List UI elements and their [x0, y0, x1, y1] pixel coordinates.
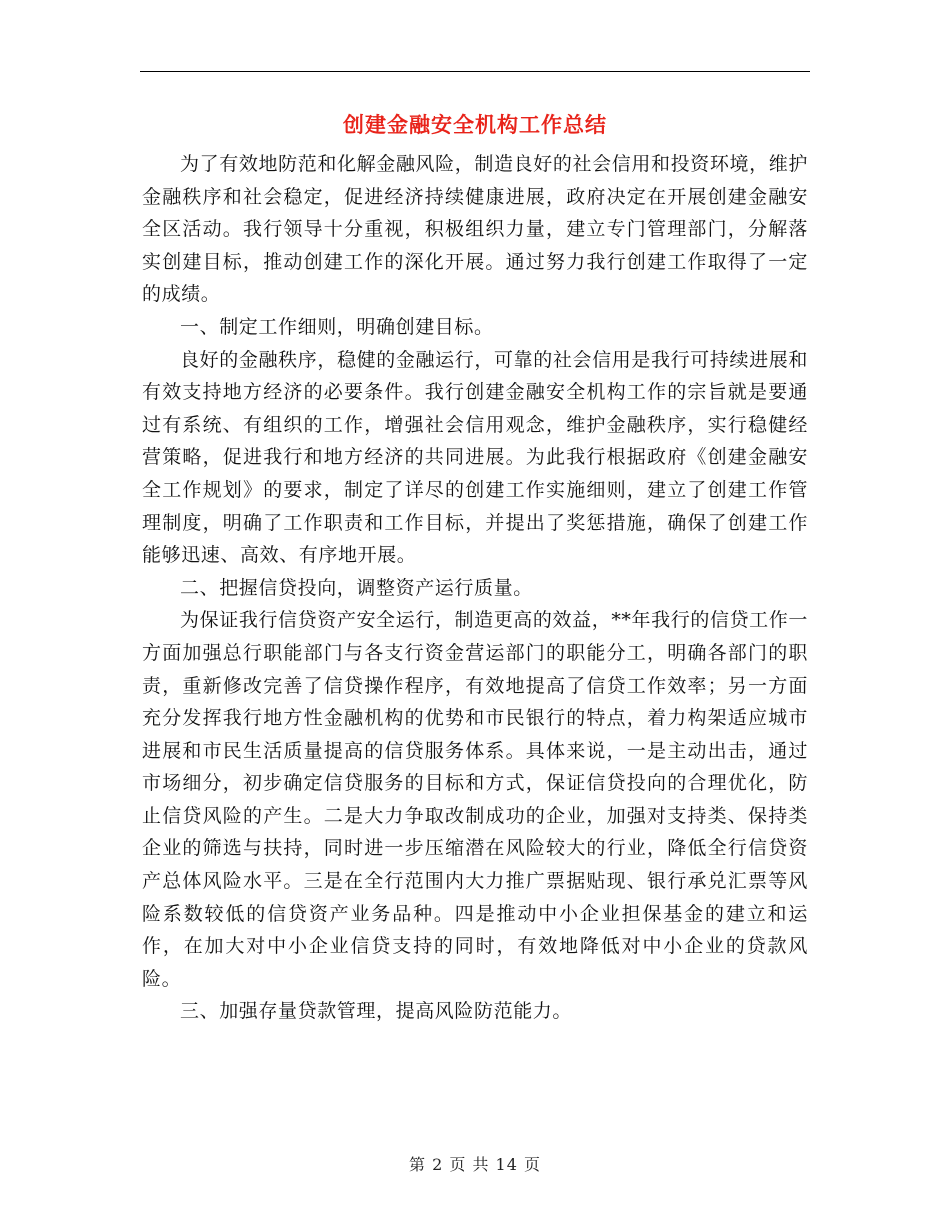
- section-heading-2: 二、把握信贷投向，调整资产运行质量。: [180, 576, 533, 599]
- document-title: 创建金融安全机构工作总结: [343, 112, 607, 137]
- section-heading-3: 三、加强存量贷款管理，提高风险防范能力。: [180, 1000, 573, 1023]
- header-rule: [140, 71, 810, 72]
- document-body: [142, 148, 808, 1028]
- paragraph-section-1: 良好的金融秩序，稳健的金融运行，可靠的社会信用是我行可持续进展和有效支持地方经济的必要条件。我行创建金融安全机构工作的宗旨就是要通过有系统、有组织的工作，增强社会信用观念，维护金融秩序，实行稳健经营策略，促进我行和地方经济的共同进展。为此我行根据政府《创建金融安全工作规划》的要求，制定了详尽的创建工作实施细则，建立了创建工作管理制度，明确了工作职责和工作目标，并提出了奖惩措施，确保了创建工作能够迅速、高效、有序地开展。: [142, 348, 808, 567]
- section-heading-1: 一、制定工作细则，明确创建目标。: [180, 315, 494, 338]
- page-number-footer: 第 2 页 共 14 页: [409, 1155, 541, 1174]
- paragraph-section-2: 为保证我行信贷资产安全运行，制造更高的效益，**年我行的信贷工作一方面加强总行职能部门与各支行资金营运部门的职能分工，明确各部门的职责，重新修改完善了信贷操作程序，有效地提高了信贷工作效率；另一方面充分发挥我行地方性金融机构的优势和市民银行的特点，着力构架适应城市进展和市民生活质量提高的信贷服务体系。具体来说，一是主动出击，通过市场细分，初步确定信贷服务的目标和方式，保证信贷投向的合理优化，防止信贷风险的产生。二是大力争取改制成功的企业，加强对支持类、保持类企业的筛选与扶持，同时进一步压缩潜在风险较大的行业，降低全行信贷资产总体风险水平。三是在全行范围内大力推广票据贴现、银行承兑汇票等风险系数较低的信贷资产业务品种。四是推动中小企业担保基金的建立和运作，在加大对中小企业信贷支持的同时，有效地降低对中小企业的贷款风险。: [142, 609, 808, 990]
- paragraph-intro: 为了有效地防范和化解金融风险，制造良好的社会信用和投资环境，维护金融秩序和社会稳定，促进经济持续健康进展，政府决定在开展创建金融安全区活动。我行领导十分重视，积极组织力量，建立专门管理部门，分解落实创建目标，推动创建工作的深化开展。通过努力我行创建工作取得了一定的成绩。: [142, 153, 808, 306]
